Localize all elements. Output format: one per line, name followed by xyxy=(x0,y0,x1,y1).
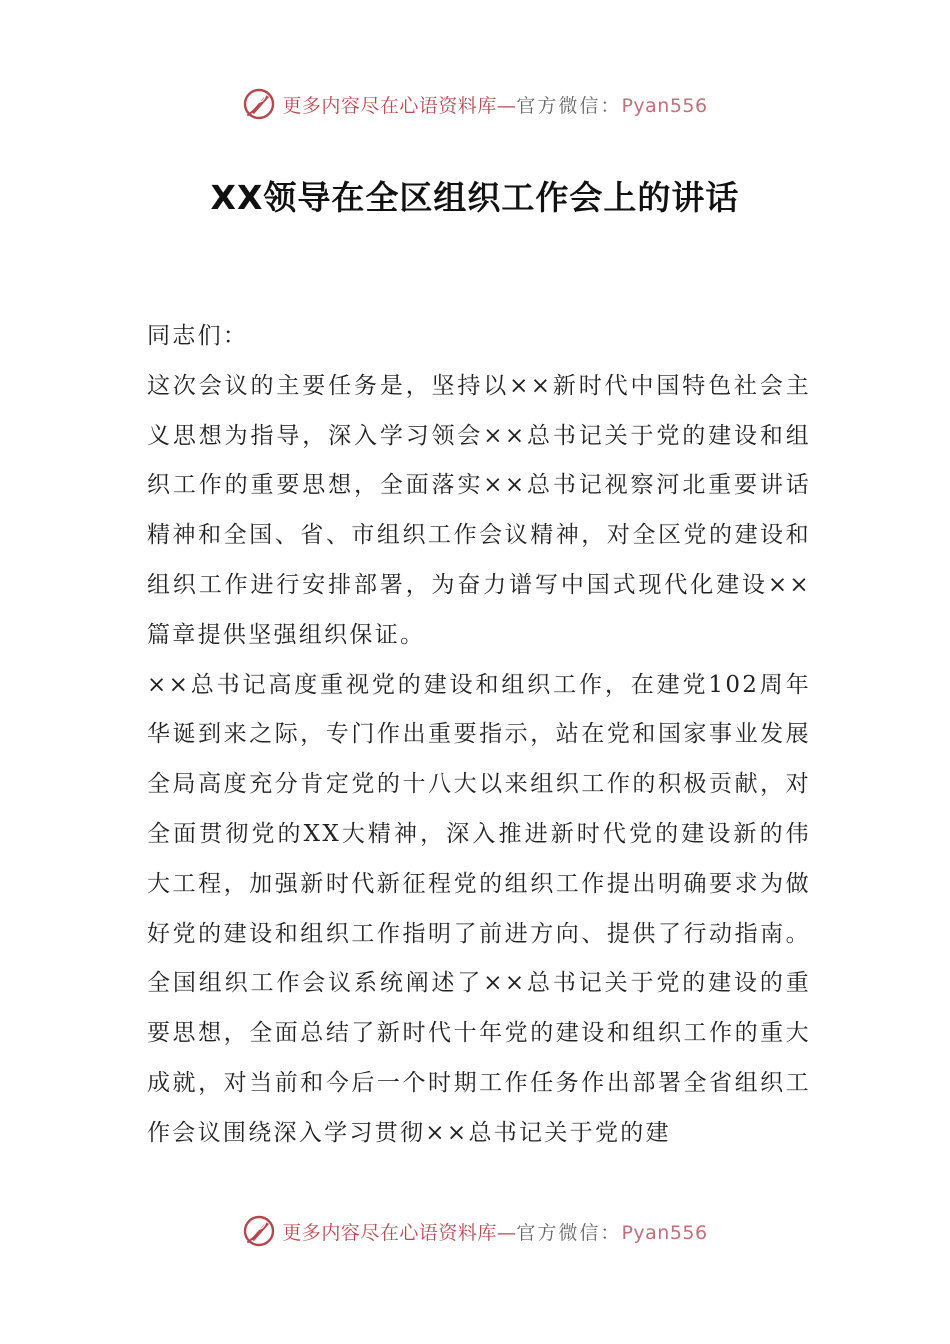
banner-wechat-label: 官方微信： xyxy=(516,1221,622,1244)
banner-title: 更多内容尽在心语资料库 xyxy=(282,1221,497,1244)
document-title: XX领导在全区组织工作会上的讲话 xyxy=(210,178,740,217)
paragraph: 这次会议的主要任务是，坚持以××新时代中国特色社会主义思想为指导，深入学习领会××总书记关于党的建设和组织工作的重要思想，全面落实××总书记视察河北重要讲话精神和全国、省、市组织工作会议精神，对全区党的建设和组织工作进行安排部署，为奋力谱写中国式现代化建设××篇章提供坚强组织保证。 xyxy=(147,372,811,648)
banner-wechat-label: 官方微信： xyxy=(516,94,622,117)
banner-wechat-id: Pyan556 xyxy=(621,1221,708,1244)
document-body xyxy=(147,312,811,1159)
footer-banner xyxy=(0,1211,950,1251)
salutation: 同志们： xyxy=(147,323,249,349)
banner-dash: — xyxy=(496,1221,517,1244)
banner-title: 更多内容尽在心语资料库 xyxy=(282,94,497,117)
quill-logo-icon xyxy=(242,1214,276,1248)
banner-text xyxy=(282,91,707,118)
quill-logo-icon xyxy=(242,87,276,121)
header-banner xyxy=(0,84,950,124)
paragraph: ××总书记高度重视党的建设和组织工作，在建党102周年华诞到来之际，专门作出重要指示，站在党和国家事业发展全局高度充分肯定党的十八大以来组织工作的积极贡献，对全面贯彻党的XX大精神，深入推进新时代党的建设新的伟大工程，加强新时代新征程党的组织工作提出明确要求为做好党的建设和组织工作指明了前进方向、提供了行动指南。全国组织工作会议系统阐述了××总书记关于党的建设的重要思想，全面总结了新时代十年党的建设和组织工作的重大成就，对当前和今后一个时期工作任务作出部署全省组织工作会议围绕深入学习贯彻××总书记关于党的建 xyxy=(147,671,811,1146)
banner-text xyxy=(282,1218,707,1245)
banner-dash: — xyxy=(496,94,517,117)
banner-wechat-id: Pyan556 xyxy=(621,94,708,117)
